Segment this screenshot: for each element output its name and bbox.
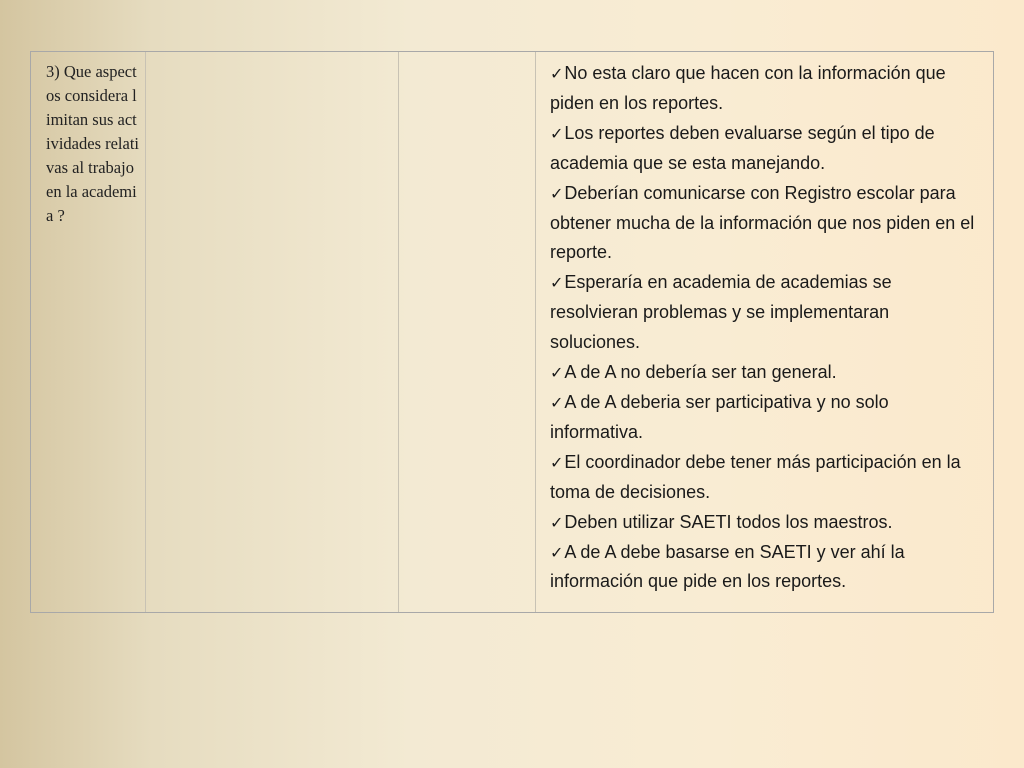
- answer-text: Deberían comunicarse con Registro escolar para obtener mucha de la información que nos piden en el reporte.: [550, 182, 975, 263]
- answer-list: [550, 59, 983, 597]
- list-item: [550, 119, 983, 179]
- empty-cell-1: [146, 52, 399, 612]
- answer-text: A de A deberia ser participativa y no solo informativa.: [550, 391, 889, 442]
- answer-text: No esta claro que hacen con la información que piden en los reportes.: [550, 63, 946, 113]
- empty-cell-2: [399, 52, 536, 612]
- answer-text: Esperaría en academia de academias se resolvieran problemas y se implementaran soluciones.: [550, 272, 892, 353]
- check-icon: ✓: [550, 273, 564, 293]
- check-icon: ✓: [550, 542, 564, 562]
- list-item: [550, 538, 983, 598]
- answer-text: A de A no debería ser tan general.: [564, 362, 837, 383]
- list-item: [550, 268, 983, 358]
- question-text: 3) Que aspectos considera limitan sus actividades relativas al trabajo en la academia ?: [46, 62, 140, 225]
- answer-text: El coordinador debe tener más participación en la toma de decisiones.: [550, 451, 961, 502]
- list-item: [550, 59, 983, 119]
- list-item: [550, 358, 983, 388]
- check-icon: ✓: [550, 392, 564, 412]
- answer-text: A de A debe basarse en SAETI y ver ahí la información que pide en los reportes.: [550, 541, 905, 592]
- answer-text: Los reportes deben evaluarse según el tipo de academia que se esta manejando.: [550, 122, 935, 173]
- survey-table: [30, 51, 994, 613]
- list-item: [550, 508, 983, 538]
- list-item: [550, 179, 983, 269]
- check-icon: ✓: [550, 123, 564, 143]
- question-cell: [31, 52, 146, 612]
- check-icon: ✓: [550, 64, 564, 83]
- check-icon: ✓: [550, 363, 564, 383]
- list-item: [550, 388, 983, 448]
- answers-cell: [536, 52, 993, 612]
- check-icon: ✓: [550, 452, 564, 472]
- list-item: [550, 448, 983, 508]
- check-icon: ✓: [550, 183, 564, 203]
- answer-text: Deben utilizar SAETI todos los maestros.: [564, 511, 893, 532]
- check-icon: ✓: [550, 512, 564, 532]
